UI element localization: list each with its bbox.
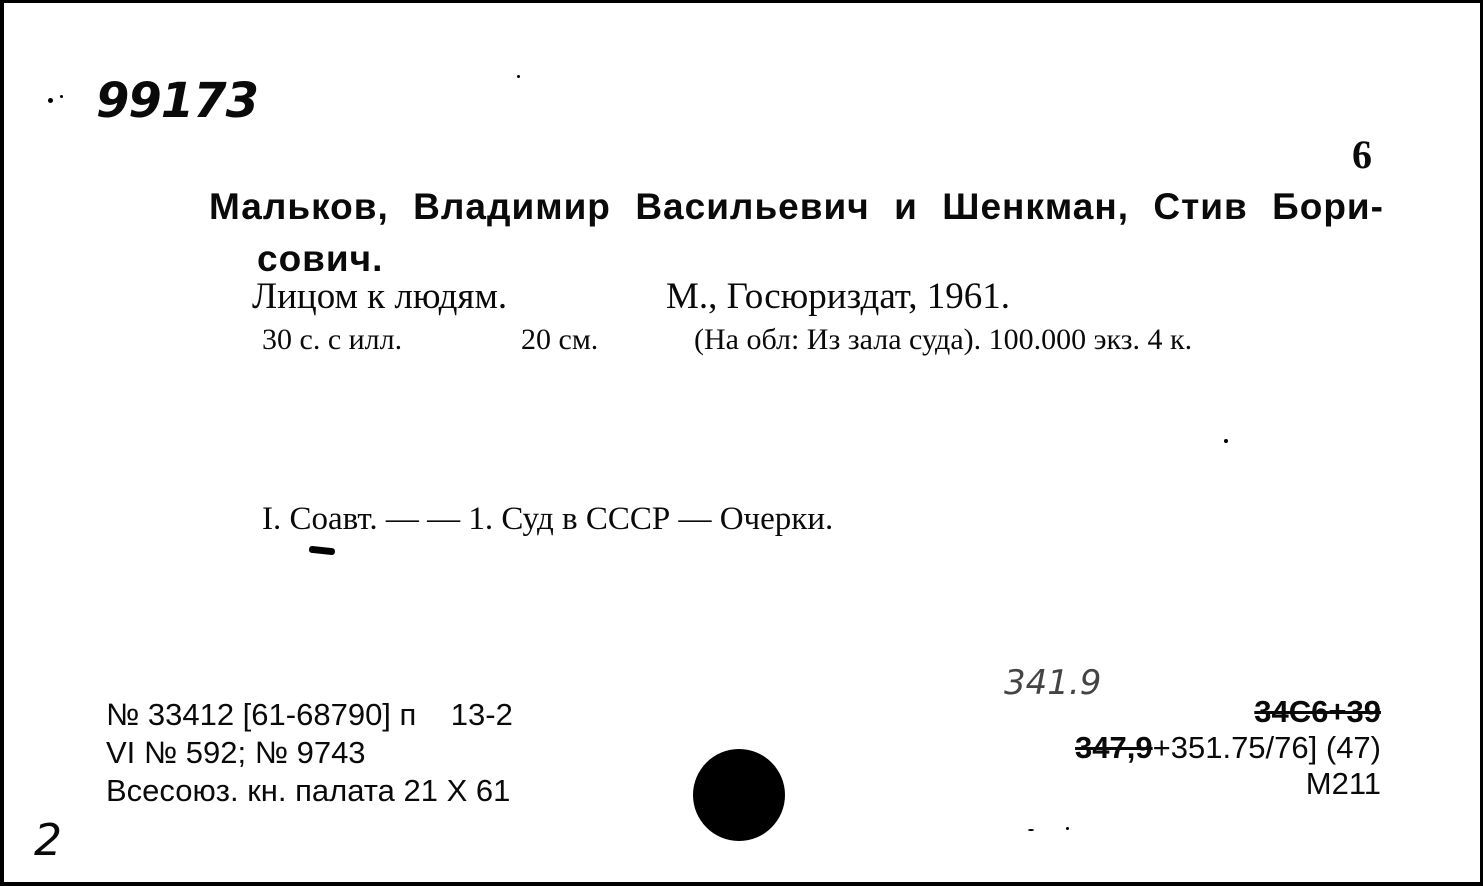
speck <box>517 75 520 78</box>
book-title: Лицом к людям. <box>252 276 508 317</box>
struck-class-part: 347,9 <box>1075 730 1153 765</box>
author-heading <box>209 181 1384 285</box>
record-info <box>106 696 513 810</box>
speck <box>1066 827 1069 830</box>
record-line-3: Всесоюз. кн. палата 21 X 61 <box>106 773 511 808</box>
speck <box>1028 829 1034 831</box>
punch-hole <box>693 749 785 841</box>
class-code: М211 <box>1305 766 1381 801</box>
edition-note: (На обл: Из зала суда). 100.000 экз. 4 к. <box>694 323 1193 356</box>
handwritten-class-number: 341.9 <box>1004 663 1102 703</box>
record-line-2: VI № 592; № 9743 <box>106 735 366 770</box>
struck-class-number: 34С6+39 <box>1254 694 1381 729</box>
speck <box>48 98 53 103</box>
classification-block <box>1009 694 1381 802</box>
collation: 30 с. с илл. <box>262 323 403 356</box>
handwritten-number: 2 <box>34 815 62 866</box>
publication-info: М., Госюриздат, 1961. <box>666 276 1010 317</box>
book-size: 20 см. <box>521 323 599 356</box>
record-line-1: № 33412 [61-68790] п 13-2 <box>106 697 513 732</box>
pencil-underline-mark <box>309 546 336 556</box>
class-line-2 <box>1009 730 1381 766</box>
speck <box>60 95 63 98</box>
author-line-2: сович. <box>257 238 384 279</box>
corner-numeral: 6 <box>1352 132 1372 177</box>
speck <box>1224 439 1228 443</box>
subject-tracing: I. Соавт. — — 1. Суд в СССР — Очерки. <box>262 501 834 537</box>
author-line-1: Мальков, Владимир Васильевич и Шенкман, Стив Бори- <box>209 186 1384 227</box>
class-line-2-rest: +351.75/76] (47) <box>1152 730 1381 765</box>
inventory-number: 99173 <box>96 73 258 129</box>
